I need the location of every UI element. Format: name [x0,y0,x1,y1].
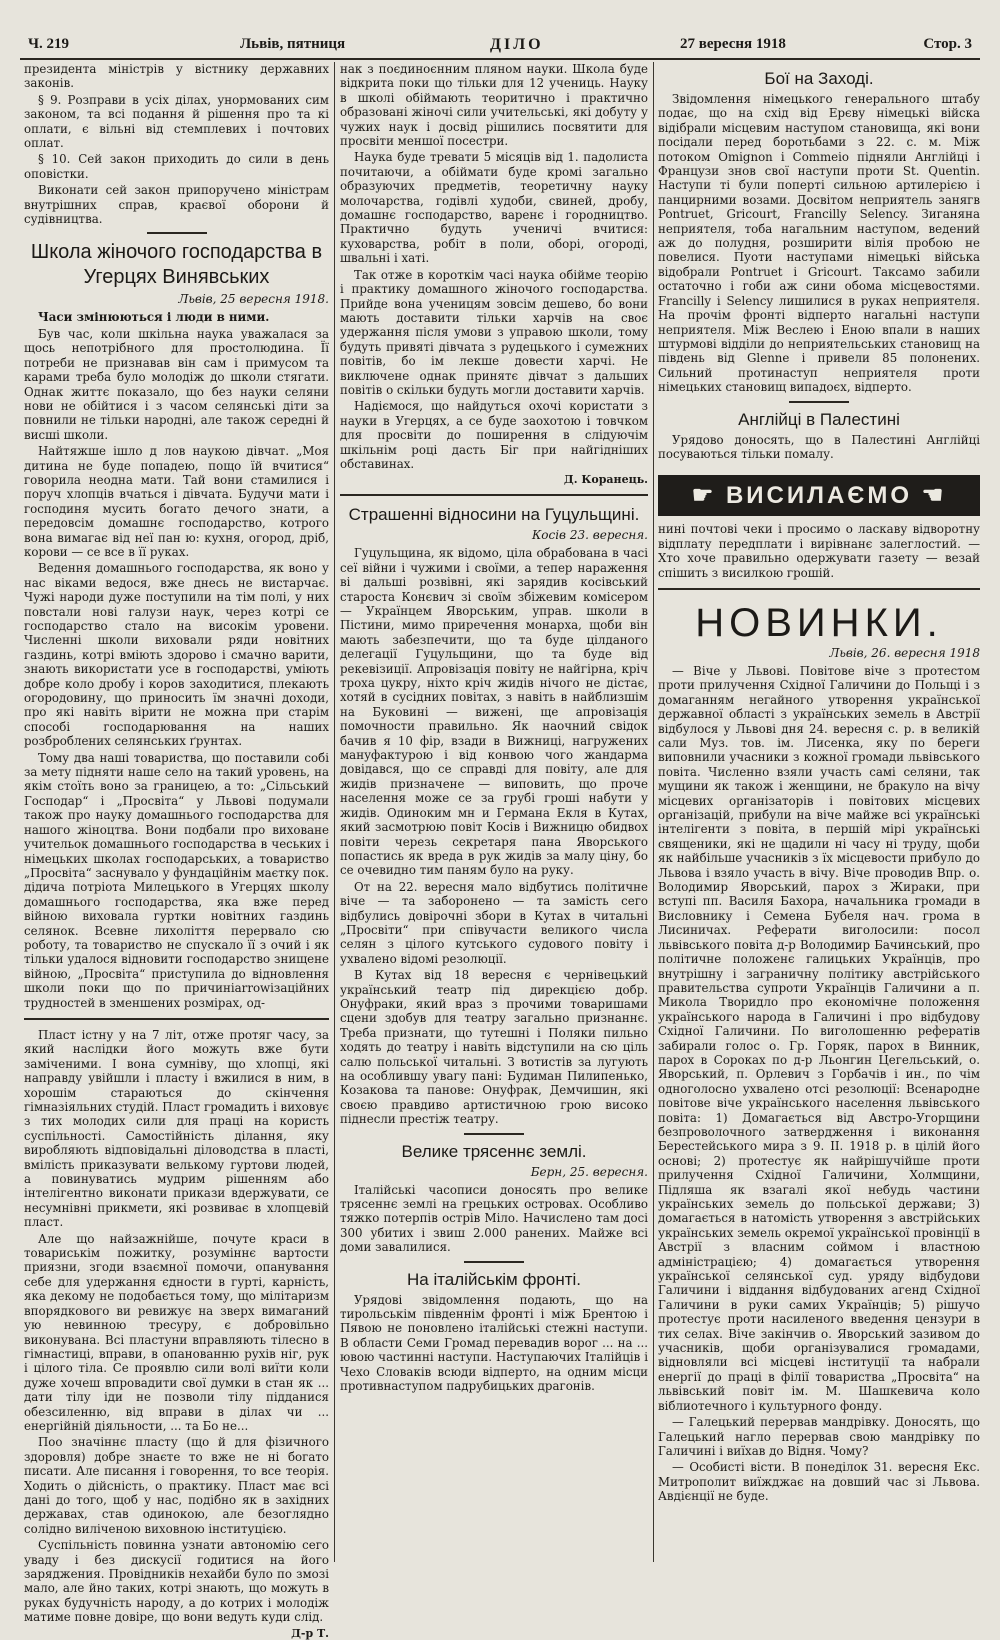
column-divider [334,62,335,1562]
hand-pointer-icon: ☚ [912,482,947,510]
paragraph: Ведення домашнього господарства, як воно у нас віками ведося, вже днесь не вистарчає. Чужі народи дуже поступили на тім полі, у них повстали нові галузи наук, через котрі се господарство стало на високім уровени. Численні школи виховали ряди новітних газдинь, котрі вміють здорово і смачно варити, знають використати усе в господарстві, уміють добре коло дробу і коров заходитися, плекають огородовину, що приносить їм значні доходи, про які навіть вірити не можна при старім способі господарювання на наших розброблених селянських ґрунтах. [24,561,329,749]
newspaper-title: ДІЛО [490,36,544,53]
subscription-banner [658,475,980,516]
paragraph: Наука буде тревати 5 місяців від 1. падолиста почитаючи, а обіймати буде кромі загально образуючих предметів, теоретичну науку молочарства, годівлі худоби, свиней, дробу, домашнє господарство, варенє і городництво. Практично будуть ученичі вчитися: куховарства, робіт в поли, оборі, огороді, швальні і хаті. [340,150,648,266]
paragraph: — Особисті вісти. В понеділок 31. вересня Екс. Митрополит виїжджає на довший час зі Львова. Авдієнції не буде. [658,1460,980,1504]
article-italian-front [340,1269,648,1394]
paragraph: В Кутах від 18 вересня є чернівецький український театр під дирекцією добр. Онуфраки, який враз з прочими товаришами сцени здобув для театру загально признаннє. Треба признати, що тутешні і Поляки пильно ходять до театру і навіть відступили на сю ціль салю польської читальні. З вотистів за лугують на особлившу увагу пані: Будиман Пилипенько, Козакова та панове: Онуфрак, Демчишин, які своєю правдиво артистичною грою високо піднесли престіж театру. [340,968,648,1127]
article-hutsul [340,504,648,1126]
column-3 [658,62,980,1562]
paragraph: Тому два наші товариства, що поставили собі за мету підняти наше село на такий уровень, на якім стоїть воно за границею, а то: „Сільський Господар“ і „Просвіта“ у Львові подумали також про науку домашнього господарства для нашого жіноцтва. Вони подбали про виховане учительок домашнього господарства в чеських і німецьких школах господарських, а товариство „Просвіта“ заснувало у фундаційнім маєтку пок. дідича потріота Милецького в Угерцях школу домашнього господарства, яка вже перед війною виховала гуртки новітних газдинь селянок. Всевне лихоліття перервало сю роботу, та товариство не спускало її з очий і як тільки удалося відновити господарство знищене війною, „Просвіта“ приступила до відновлення школи поки що по причиніarrowізаційних трудностей в зменшених розмірах, од- [24,750,329,1010]
paragraph: Надіємося, що найдуться охочі користати з науки в Угерцях, а се буде заохотою і товчком для просвіти до поширення в слідуючім шкільнім році дасть Біг при найгідніших обставинах. [340,399,648,471]
article-dateline: Косів 23. вересня. [531,528,648,543]
article-title: На італійськім фронті. [406,1269,582,1289]
section-dateline: Львів, 26. вересня 1918 [829,645,980,660]
paragraph: § 10. Сей закон приходить до сили в день оповістки. [24,152,329,181]
paragraph: Суспільність повинна узнати автономію сего уваду і без дискусії годитися на його заряджения. Провідників нехайби було по змозі мало, але йно таких, котрі знають, що можуть в руках будучність народу, а до котрих і молодіж матиме повне довіре, що вони ведуть куди слід. [24,1538,329,1625]
article-title: Велике трясеннє землі. [401,1141,587,1161]
paragraph: нак з поєдиноєнним пляном науки. Школа буде відкрита поки що тільки для 12 учениць. Науку в школі обіймають теоритично і практично образовані жіночі сили учительські, які добуту у чужих наук і досвід рішились посвятити для просвіти меншої посестри. [340,62,648,149]
masthead [20,30,980,60]
paragraph: — Галецький перервав мандрівку. Доносять, що Галецький наглo перервав свою мандрівку по Галичині і виїхав до Відня. Чому? [658,1415,980,1458]
article-title: Англійці в Палестині [738,409,900,429]
issue-date: 27 вересня 1918 [680,36,786,52]
section-divider [24,1018,329,1020]
section-divider [147,232,207,234]
section-title: НОВИНКИ. [695,600,943,645]
section-divider [658,588,980,590]
article-title: Страшенні відносини на Гуцульщині. [348,505,640,525]
article-earthquake [340,1141,648,1255]
section-divider [464,1261,524,1263]
author-signature: Д. Коранець. [563,473,648,487]
paragraph: Поо значіннє пласту (що й для фізичного здоровля) добре знаєте то вже не ні богато писати. Але писання і говорення, то все теорія. Ходить о дійсність, о практику. Пласт має всі дані до того, щоб у нас, подібно як в західних державах, став одинокою, але безоглядно солідно виліченою виховною інституцією. [24,1435,329,1536]
paragraph: Італійські часописи доносять про велике трясеннє землі на грецьких островах. Особливо тяжко потерпів острів Міло. Начислено там досі 300 убитих і звиш 2.000 ранених. Майже всі доми завалилися. [340,1182,648,1255]
paragraph: Найтяжше ішло д лов наукою дівчат. „Моя дитина не буде попадею, пощо їй вчитися“ говорила неодна мати. Тай вони стамилися і поруч хлопців вчаться і дівчата. Будучи мати і господиня мусить богато дечого знати, а передовсім домашнє господарство, котрого вона вимагає від неї пан ю: кухня, огород, дріб, корови — се все в її руках. [24,444,329,559]
column-2 [340,62,648,1562]
paragraph: Пласт істну у на 7 літ, отже протяг часу, за який наслідки його можуть вже бути заміченими. І вона сумніву, що хлопці, які направду увійшли і пласту і вжилися в ним, в хорошім стараються до скінчення гімназіяльних студій. Пласт громадить і виховує з тих молодих сили для праці на користь суспільності. Самостійність ділання, яку виробляють відповідальні діловодства в пласті, вмілість приказувати велькому гуртови людей, а повинуватись мудрим рішенням або інтелігентно виконати прикази вдержувати, се несумнівні прикмети, які розвиває в хлопцевій пласт. [24,1027,329,1230]
page-number: Стор. 3 [923,36,972,52]
paragraph: От на 22. вересня мало відбутись політичне віче — та заборонено — та замість сего відбулись довірочні збори в Кутах в читальні „Просвіти“ при співучасти великого числа селян з цілого кутського судового повіту і ухвалено відомі резолюції. [340,879,648,966]
column-1 [24,62,329,1640]
paragraph: Звідомлення німецького генерального штабу подає, що на схід від Ерєву німецькі війска відібрали місцевим наступом становища, які вони посідали перед боротьбами з 22. с. м. Між потоком Omignon і Commeio підняли Англійці і Французи знов свої наступи проти St. Quentin. Наступи ті були попертi сильною артилерією і панцирними возами. Досвітом неприятель занягв Pontruet, Gricourt, Francilly Selency. Зиганяна неприятеля, тоба нагальним наступом, ведений аж до полудня, розширити вілія пробою не повелися. Пуоти наступами німецькі війська відобрали Pontruet і Gricourt. Таксамо забили остаточно і гоби аж сини обома місцевостями. Francilly і Selency лишилися в руках неприятеля. На прочім фронті відперто нагальні наступи неприятеля. Між Веслею і Еною впали в наших штурмові відділи до неприятельських становищ на південь від Glenne і привели 85 полонених. Сильний протинаступ неприятеля проти німецьких становищ випадоєх, відперто. [658,92,980,395]
paragraph: нині почтові чеки і просимо о ласкаву відворотну відплату передплати і вирівнанє залеглостий. — Хто хоче правильно одержувати газету — везай спішить з висилкою грошій. [658,522,980,580]
paragraph: президента міністрів у вістнику державних законів. [24,62,329,91]
article-palestine [658,409,980,462]
paragraph: — Віче у Львові. Повітове віче з протестом проти прилучення Східної Галичини до Польщі і з домаганням негайного утворення української державної області з українських земель в Австрії відбулося у Львові дня 24. вересня с. р. в великій сали Муз. тов. ім. Лисенка, яку по береги виповнили учасники з кожної громади львівського повіта. Численно взяли участь самі селяни, так мущини як також і женщини, не бракуло на вічу місцевих організаторів і повітових місцевих організацій, прибули на віче майже всі українські інтелігенти з повіта, в першій мірі українські священики, які не щадили ні часу ні труду, щоби як найбільше учасників з їх місцевости прибуло до Львова і взяло участь в вічу. Віче проводив Впр. о. Володимир Яворський, парох з Жираки, при вступі пп. Василя Бахора, начальника громади в Висловнику і Семена Бубеля нач. грома в Лисиничах. Реферати виголосили: посол львівського повіта д-р Володимир Бачинський, про політичне положенє галицьких Українців, про внутрішну і заграничну політику австрійського правительства супроти Українців Галичини а п. Микола Творидло про економічне положення українського народа в Галичині і про відбудову Східної Галичини. По виголошенню рефератів забирали голос о. Гр. Горяк, парох в Винник, парох в Сороках по д-р Льонгин Цегельський, о. Яворський, п. Орлевич з Горбачів і ин., по чім одноголосно ухвалено отсі резолюції: Всенародне повітове віче українського населення львівського повіта: 1) Домагається від Австро-Угорщини безпроволочного затвердження і виконання Берестейського мира з 9. ІІ. 1918 р. в цілій його основі; 2) протестує як найрішучійше проти прилучення Східної Галичини, Холмщини, Підляша як взагалі якої небудь частини українських земель до польської держави; 3) домагається в натомість утворення з австрійських українських земель окремої української провінції в Австрії з власним соймом і властною адміністрацією; 4) домагається утворення української селянської суд. уряду відбудови Галичини і віддання відбудованих агенд Східної Галичини в руки самих Українців; 5) рішучо протестує проти насиленого введення цензури в тих селах. Віче закінчив о. Яворський зазивом до учасників, щоби організувалися громадами, відновляли всі місцеві інституції та набрали енергії до праці в філії товариства „Просвіта“ на львівський повіт ім. М. Шашкевича коло віблиотечного і культурного фонду. [658,663,980,1413]
banner-text: ВИСИЛАЄМО [725,482,913,510]
article-title: Бої на Заході. [764,69,874,88]
place-and-day: Львів, пятниця [240,36,346,52]
paragraph: Був час, коли шкільна наука уважалася за щось непотрібного для простолюдина. Її потреби не признавав він сам і примусом та карами треба було молодіж до школи стягати. Однак життє показало, що без науки селяни нови не обійтися і з часом селянські діти за повнили не тільки народні, але також середні й висші школи. [24,326,329,442]
paragraph: Гуцульщина, як відомо, ціла обрабована в часі сеї війни і чужими і своїми, а тепер нараження ві дальші розвівні, які зарядив косівський староста Конєвич зі своїм збіжевим комісером — Українцем Яворським, управ. школи в Пістини, мимо приречення монарха, щоби він мають забезпечити, що та буде цілданого делегації Гуцульщини, що та буде від рекевізиції. Апровізація повіту не найгірна, кріч троха цукру, ніхто кріч жидів нічого не дістає, хотяй в сусідних повітах, з навіть в найблизшім на Буковині — вижені, ще апровізація помочности правильно. Як наочний свідок бачив я 10 фір, взади в Вижниці, нагружених мануфактурою і від конвою чого жандарма довідався, що се справді для повіту, але для жидів призначене — виповить, що проче населення може се за грубі гроші набути у жидів. Одиноким мн и Германа Екля в Кутах, який засмотрюю повіт Косів і Вижницю обидвох повіти черезь секретаря пана Яворського попастись як вреда в рук жидів за малу ціну, бо се очевидно тим паням було на руку. [340,546,648,878]
article-western-front [658,68,980,395]
news-section [658,600,980,1504]
section-divider [789,401,849,403]
paragraph: § 9. Розправи в усіх ділах, унормованих сим законом, та всі подання й рішення про та кі оплати, є вільні від стемплевих і почтових оплат. [24,92,329,151]
column-divider [653,62,654,1562]
section-divider [340,494,648,496]
article-title: Школа жіночого господарства в Угерцях Винявських [30,241,323,289]
paragraph: Урядові звідомлення подають, що на тирольськім південнім фронті і між Брентою і Пявою не поновлено італійські стежні наступи. В области Семи Громад перевадив ворог ... на ... ювою частинні наступи. Наступаючих Італійців і Чехо Словаків всюди відперто, на одним місци противнаступом падрубицьких драгонів. [340,1292,648,1394]
paragraph: Так отже в короткім часі наука обійме теорію і практику домашного жіночого господарства. Прийде вона ученицям зовсім дешево, бо вони мають доставити тільки харчів на своє удержання після умови з управою школи, тому будуть привяті дівчата з рудецького і сумежних повітів, бо ім лекше довести харчі. Не виключене однак принятє дівчат з дальших повітів о скільки будуть могли доставити харчів. [340,267,648,397]
issue-number: Ч. 219 [28,36,70,52]
article-school [24,240,329,1010]
author-signature: Д-р Т. [291,1626,329,1640]
section-divider [464,1133,524,1135]
paragraph: Але що найзажнійше, почуте краси в товариськім пожитку, розуміннє вартости приязни, згоди взаємної помочи, опанування себе для удержання єдности в гурті, карність, яка декому не подобається тому, що мілітаризм впорядкового ви ревижує на зверх вимаганий ую невинною тресуру, є добровільно виконувана. Всі пластуни вправляють тілесно в гімнастиці, вправи, в опанованню рухів ніг, рук і цілого тіла. Се проявлю сили волі виїти коли дуже хочеш впровадити свої думки в стан як ... дати тілу іди не позволи тілу підданися обезсиленню, від вправи в ділах чи ... енергійній діяльности, ... та Бо не... [24,1231,329,1433]
article-dateline: Львів, 25 вересня 1918. [178,292,329,307]
article-scouting [24,1028,329,1640]
article-dateline: Берн, 25. вересня. [530,1164,648,1179]
hand-pointer-icon: ☛ [691,482,726,510]
paragraph: Виконати сей закон припоручено міністрам внутрішних справ, краєвої оборони й судівництва. [24,183,329,227]
paragraph: Часи змінюються і люди в ними. [38,310,270,325]
paragraph: Урядово доносять, що в Палестині Англійці посуваються тільки помалу. [658,432,980,461]
